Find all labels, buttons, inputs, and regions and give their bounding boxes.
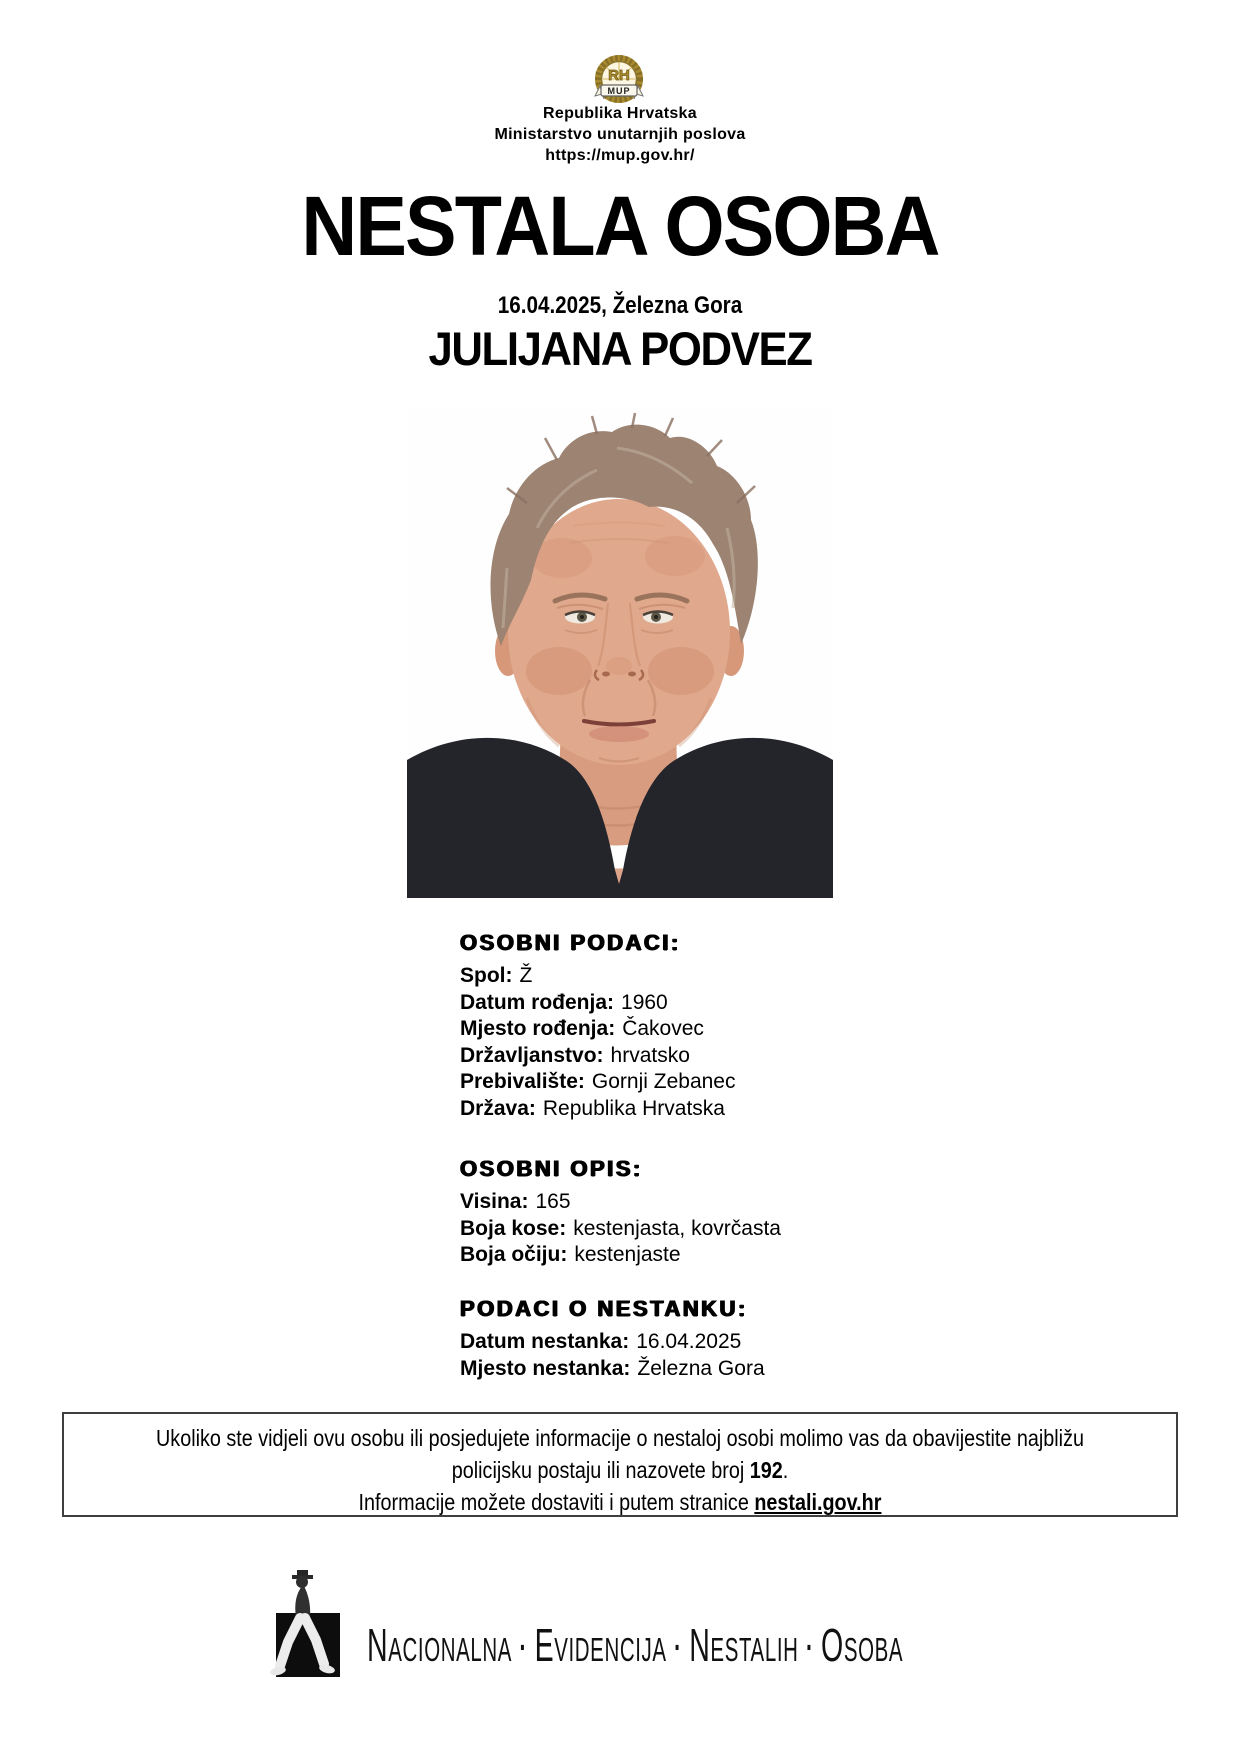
poster-title: NESTALA OSOBA	[301, 179, 939, 273]
footer-word: NESTALIH	[689, 1619, 799, 1671]
section-personal-description	[460, 1156, 1080, 1269]
row-value: Čakovec	[622, 1017, 704, 1040]
missing-person-name: JULIJANA PODVEZ	[428, 322, 812, 375]
row-value: kestenjasta, kovrčasta	[573, 1216, 781, 1240]
row-label: Mjesto nestanka:	[460, 1356, 631, 1380]
footer-word: NACIONALNA	[367, 1619, 513, 1671]
data-row	[460, 1016, 1080, 1043]
logo-rh-text: RH	[608, 67, 630, 84]
notice-line-2	[142, 1454, 1098, 1486]
notice-text	[142, 1414, 1098, 1518]
mup-coat-of-arms-icon	[592, 55, 646, 105]
footer-separator: ·	[519, 1629, 528, 1667]
header-url: https://mup.gov.hr/	[545, 147, 695, 164]
logo-mup-text: MUP	[607, 86, 631, 96]
data-row	[460, 1216, 1080, 1243]
nestali-gov-hr-link[interactable]: nestali.gov.hr	[754, 1489, 882, 1515]
notice-box	[62, 1412, 1178, 1517]
row-value: Ž	[519, 964, 533, 987]
emergency-number: 192	[749, 1457, 783, 1483]
data-row	[460, 1096, 1080, 1123]
data-row	[460, 1069, 1080, 1096]
row-value: Gornji Zebanec	[591, 1070, 736, 1093]
row-label: Mjesto rođenja:	[460, 1017, 616, 1040]
row-value: 16.04.2025	[636, 1330, 742, 1353]
row-label: Datum rođenja:	[460, 990, 615, 1014]
row-value: 1960	[621, 990, 668, 1014]
header-ministry: Ministarstvo unutarnjih poslova	[494, 126, 746, 143]
row-label: Spol:	[460, 964, 513, 987]
footer-word: EVIDENCIJA	[534, 1619, 667, 1671]
row-value: Železna Gora	[637, 1356, 765, 1380]
section-heading: OSOBNI PODACI:	[460, 930, 681, 955]
row-label: Boja kose:	[460, 1216, 567, 1240]
data-row	[460, 963, 1080, 990]
footer-separator: ·	[805, 1629, 814, 1667]
row-label: Država:	[460, 1096, 536, 1120]
missing-date-location: 16.04.2025, Železna Gora	[497, 292, 743, 319]
section-heading: OSOBNI OPIS:	[460, 1156, 643, 1181]
data-row	[460, 1043, 1080, 1070]
data-row	[460, 990, 1080, 1017]
row-value: kestenjaste	[574, 1243, 681, 1266]
footer-separator: ·	[674, 1629, 682, 1667]
header-country: Republika Hrvatska	[543, 105, 697, 122]
row-value: hrvatsko	[610, 1043, 690, 1067]
data-row	[460, 1356, 1080, 1383]
row-label: Prebivalište:	[460, 1070, 585, 1093]
row-label: Državljanstvo:	[460, 1043, 604, 1067]
notice-line3-prefix: Informacije možete dostaviti i putem stranice	[358, 1489, 755, 1515]
missing-person-photo	[407, 408, 833, 898]
row-value: Republika Hrvatska	[542, 1096, 725, 1120]
row-label: Boja očiju:	[460, 1243, 568, 1266]
portrait-illustration	[407, 408, 833, 898]
footer-wordmark-text	[367, 1618, 903, 1672]
notice-line2-prefix: policijsku postaju ili nazovete broj	[451, 1457, 750, 1483]
notice-line2-suffix: .	[782, 1457, 789, 1483]
footer-word: OSOBA	[821, 1619, 904, 1671]
section-personal-data	[460, 930, 1080, 1122]
section-heading: PODACI O NESTANKU:	[460, 1296, 748, 1321]
data-row	[460, 1189, 1080, 1216]
section-disappearance-data	[460, 1296, 1080, 1382]
footer-wordmark	[367, 1613, 1232, 1677]
data-row	[460, 1242, 1080, 1269]
row-label: Visina:	[460, 1190, 529, 1213]
data-row	[460, 1329, 1080, 1356]
header-text-block	[0, 103, 1240, 166]
walking-person-icon	[266, 1570, 350, 1688]
notice-line-3	[142, 1486, 1098, 1518]
row-label: Datum nestanka:	[460, 1330, 630, 1353]
notice-line-1: Ukoliko ste vidjeli ovu osobu ili posjedujete informacije o nestaloj osobi molimo vas da obavijestite najbližu	[156, 1425, 1084, 1451]
row-value: 165	[535, 1190, 571, 1213]
